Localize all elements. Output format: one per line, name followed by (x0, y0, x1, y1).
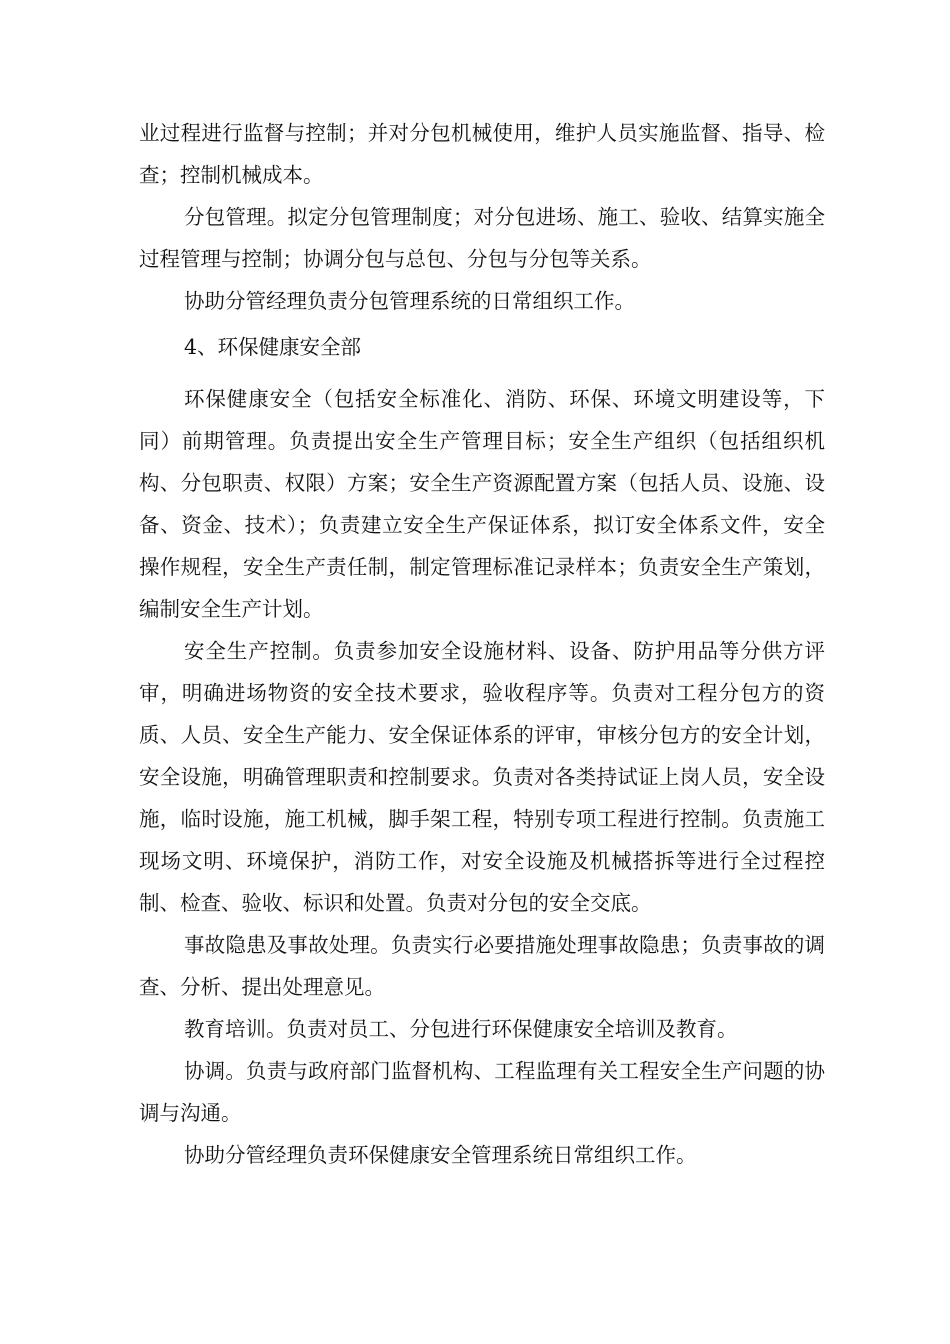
paragraph-safety-control: 安全生产控制。负责参加安全设施材料、设备、防护用品等分供方评审，明确进场物资的安全技术要求，验收程序等。负责对工程分包方的资质、人员、安全生产能力、安全保证体系的评审，审核分包方的安全计划，安全设施，明确管理职责和控制要求。负责对各类持试证上岗人员，安全设施，临时设施，施工机械，脚手架工程，特别专项工程进行控制。负责施工现场文明、环境保护，消防工作，对安全设施及机械搭拆等进行全过程控制、检查、验收、标识和处置。负责对分包的安全交底。 (139, 639, 825, 915)
paragraph-coordination: 协调。负责与政府部门监督机构、工程监理有关工程安全生产问题的协调与沟通。 (139, 1059, 825, 1125)
paragraph-ehs-assist: 协助分管经理负责环保健康安全管理系统日常组织工作。 (184, 1143, 697, 1167)
paragraph-accident-handling: 事故隐患及事故处理。负责实行必要措施处理事故隐患；负责事故的调查、分析、提出处理意见。 (139, 933, 825, 999)
paragraph-ehs-preliminary: 环保健康安全（包括安全标准化、消防、环保、环境文明建设等，下同）前期管理。负责提出安全生产管理目标；安全生产组织（包括组织机构、分包职责、权限）方案；安全生产资源配置方案（包括人员、设施、设备、资金、技术）；负责建立安全生产保证体系，拟订安全体系文件，安全操作规程，安全生产责任制，制定管理标准记录样本；负责安全生产策划，编制安全生产计划。 (139, 387, 825, 621)
section-heading-ehs: 4、环保健康安全部 (184, 335, 362, 359)
paragraph-subcontract-management: 分包管理。拟定分包管理制度；对分包进场、施工、验收、结算实施全过程管理与控制；协调分包与总包、分包与分包等关系。 (139, 205, 825, 271)
paragraph-machinery-supervision: 业过程进行监督与控制；并对分包机械使用，维护人员实施监督、指导、检查；控制机械成本。 (139, 121, 825, 187)
paragraph-training: 教育培训。负责对员工、分包进行环保健康安全培训及教育。 (184, 1017, 738, 1041)
paragraph-subcontract-assist: 协助分管经理负责分包管理系统的日常组织工作。 (184, 289, 635, 313)
